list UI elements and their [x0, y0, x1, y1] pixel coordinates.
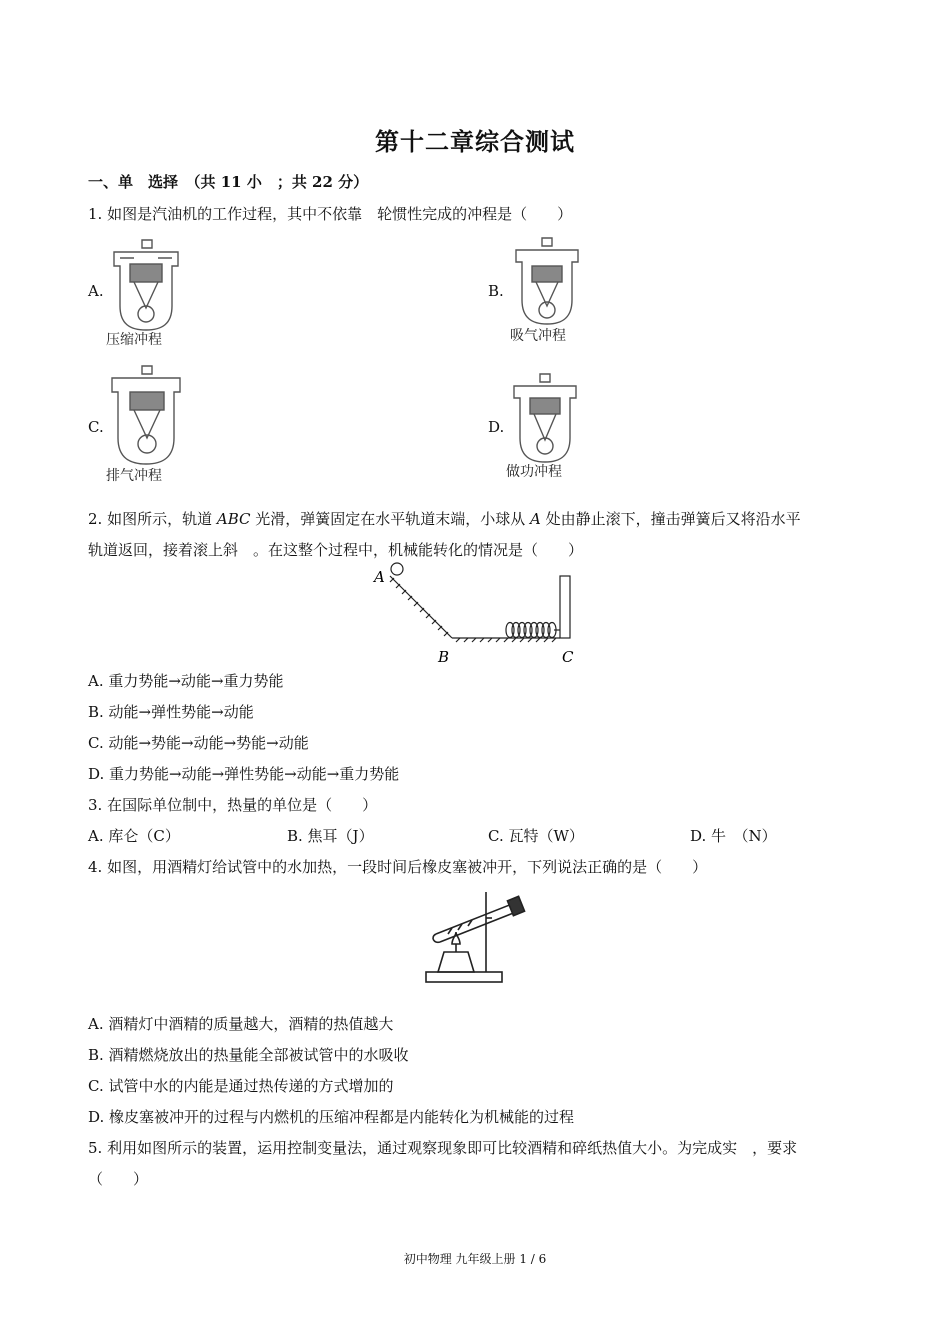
question-5-stem-line1: 5. 利用如图所示的装置，运用控制变量法，通过观察现象即可比较酒精和碎纸热值大小。为完成实 ，要求 [88, 1139, 798, 1157]
q2-point-label: A [530, 510, 541, 528]
test-tube-heating-figure [422, 888, 526, 988]
q1-option-c-label: C. [88, 418, 104, 436]
engine-compression-figure [104, 238, 188, 348]
question-1-stem: 1. 如图是汽油机的工作过程，其中不依靠 轮惯性完成的冲程是（ ） [88, 205, 573, 223]
q1-caption-d: 做功冲程 [506, 464, 562, 480]
question-4-stem: 4. 如图，用酒精灯给试管中的水加热，一段时间后橡皮塞被冲开，下列说法正确的是（ ） [88, 858, 708, 876]
engine-intake-figure [508, 236, 586, 344]
q2-stem-part: 处由静止滚下，撞击弹簧后又将沿水平 [540, 510, 801, 528]
q3-option-b: B. 焦耳（J） [287, 827, 374, 845]
q1-caption-a: 压缩冲程 [106, 332, 162, 348]
q3-option-d: D. 牛 （N） [690, 827, 777, 845]
fig-label-a: A [374, 568, 385, 586]
q2-track-label: ABC [216, 510, 251, 528]
track-spring-figure [368, 560, 588, 668]
q4-option-b: B. 酒精燃烧放出的热量能全部被试管中的水吸收 [88, 1046, 409, 1064]
question-3-stem: 3. 在国际单位制中，热量的单位是（ ） [88, 796, 378, 814]
question-2-stem-line2: 轨道返回，接着滚上斜 。在这整个过程中，机械能转化的情况是（ ） [88, 541, 584, 559]
q1-option-a-label: A. [88, 282, 104, 300]
q2-option-a: A. 重力势能→动能→重力势能 [88, 672, 284, 690]
question-5-stem-line2: （ ） [88, 1170, 149, 1188]
q1-option-d-label: D. [488, 418, 505, 436]
q2-option-d: D. 重力势能→动能→弹性势能→动能→重力势能 [88, 765, 400, 783]
page-title: 第十二章综合测试 [375, 127, 575, 156]
q4-option-c: C. 试管中水的内能是通过热传递的方式增加的 [88, 1077, 394, 1095]
q1-option-b-label: B. [488, 282, 504, 300]
question-2-stem-line1 [88, 508, 801, 529]
section-heading: 一、单 选择 （共 11 小 ；共 22 分） [88, 173, 369, 191]
fig-label-c: C [562, 648, 574, 666]
engine-power-figure [506, 372, 586, 482]
q3-option-a: A. 库仑（C） [88, 827, 180, 845]
q2-stem-part: 光滑，弹簧固定在水平轨道末端，小球从 [250, 510, 531, 528]
page-footer: 初中物理 九年级上册 1 / 6 [403, 1252, 547, 1266]
q2-stem-part: 2. 如图所示，轨道 [88, 510, 217, 528]
q3-option-c: C. 瓦特（W） [488, 827, 584, 845]
q2-option-b: B. 动能→弹性势能→动能 [88, 703, 254, 721]
q2-option-c: C. 动能→势能→动能→势能→动能 [88, 734, 309, 752]
q1-caption-b: 吸气冲程 [510, 328, 566, 344]
q4-option-a: A. 酒精灯中酒精的质量越大，酒精的热值越大 [88, 1015, 394, 1033]
q1-caption-c: 排气冲程 [106, 468, 162, 484]
engine-exhaust-figure [104, 364, 192, 486]
ball-icon [391, 563, 403, 575]
fig-label-b: B [438, 648, 450, 666]
q4-option-d: D. 橡皮塞被冲开的过程与内燃机的压缩冲程都是内能转化为机械能的过程 [88, 1108, 575, 1126]
